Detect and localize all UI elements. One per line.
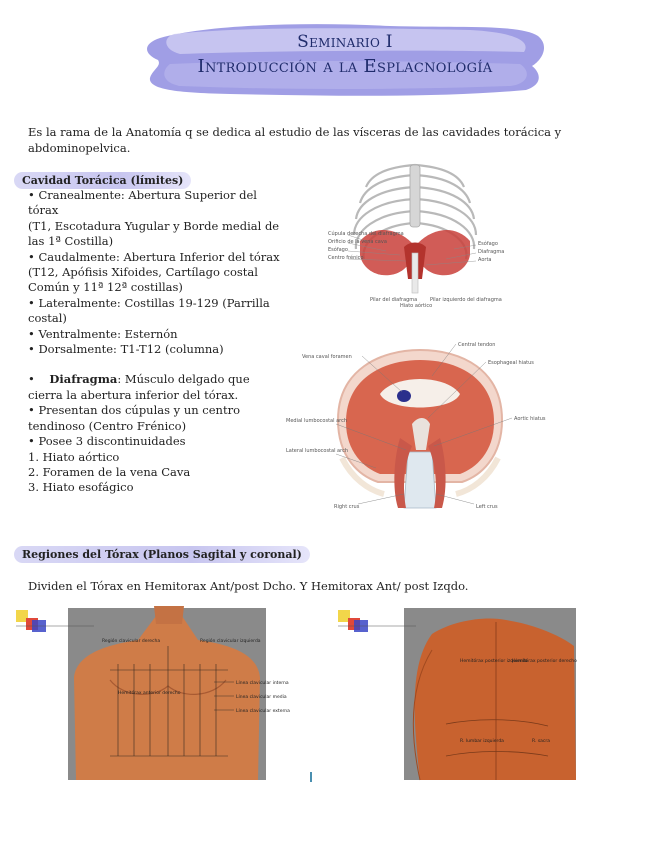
diaphragm-illustration [280, 338, 550, 518]
ribcage-label: Esófago [478, 241, 498, 247]
intro-paragraph: Es la rama de la Anatomía q se dedica al estudio de las vísceras de las cavidades torácica y abdominopelvica. [28, 125, 562, 155]
back-label: Hemitórax posterior izquierdo [460, 659, 528, 664]
marker-tick [310, 772, 312, 782]
limit-line: • Ventralmente: Esternón [28, 326, 178, 341]
diaphragm-line: • Posee 3 discontinuidades [28, 434, 186, 449]
diaphragm-line: • Diafragma: Músculo delgado que cierra la abertura inferior del tórax. [28, 372, 250, 402]
front-label: Región clavicular izquierda [200, 639, 261, 644]
diaphragm-label: Left crus [476, 504, 498, 510]
title-line-1: Seminario I [297, 32, 393, 52]
ribcage-label: Orificio de la vena cava [328, 239, 387, 245]
ribcage-label: Esófago [328, 247, 348, 253]
front-label: Línea clavicular interna [236, 681, 289, 686]
diaphragm-label: Vena caval foramen [302, 354, 352, 360]
front-label: Región clavicular derecha [102, 639, 161, 644]
ribcage-label: Pilar del diafragma [370, 297, 418, 303]
back-label: R. lumbar izquierda [460, 739, 504, 744]
diaphragm-definition: : Músculo delgado que cierra la abertura inferior del tórax. [28, 372, 250, 402]
ribcage-label: Cúpula derecha del diafragma [328, 231, 404, 237]
posterior-thorax-figure [336, 606, 616, 788]
limit-line: • Cranealmente: Abertura Superior del tórax [28, 188, 257, 218]
regions-description: Dividen el Tórax en Hemitorax Ant/post Dcho. Y Hemitorax Ant/ post Izqdo. [28, 579, 469, 593]
title-line-2: Introducción a la Esplacnología [197, 56, 493, 77]
anterior-thorax-figure [14, 606, 316, 788]
ribcage-label: Centro frénico [328, 255, 364, 261]
diaphragm-label: Lateral lumbocostal arch [286, 448, 348, 454]
limit-line: • Dorsalmente: T1-T12 (columna) [28, 342, 224, 357]
limit-line: (T12, Apófisis Xifoides, Cartílago costal Común y 11ª 12ª costillas) [28, 265, 258, 295]
numbered-item: 2. Foramen de la vena Cava [28, 464, 191, 479]
ribcage-label: Aorta [478, 257, 492, 263]
limit-line: (T1, Escotadura Yugular y Borde medial de las 1ª Costilla) [28, 218, 280, 249]
numbered-item: 1. Hiato aórtico [28, 449, 120, 464]
ribcage-label: Hiato aórtico [400, 303, 433, 309]
back-label: Hemitórax posterior derecho [512, 659, 577, 664]
ribcage-label: Diafragma [478, 249, 504, 255]
diaphragm-label: Esophageal hiatus [488, 360, 534, 366]
front-label: Línea clavicular media [236, 695, 287, 700]
limit-line: • Lateralmente: Costillas 19-129 (Parrilla costal) [28, 295, 270, 326]
diaphragm-label: Right crus [334, 504, 360, 510]
diaphragm-term: Diafragma [49, 372, 118, 387]
front-label: Hemitórax anterior derecho [118, 691, 181, 696]
cavity-limits-text [28, 188, 284, 496]
ribcage-diaphragm-illustration [326, 155, 504, 315]
diaphragm-label: Central tendon [458, 342, 496, 348]
section-heading-regiones: Regiones del Tórax (Planos Sagital y coronal) [14, 546, 310, 563]
back-label: R. sacra [532, 739, 551, 744]
limit-line: • Caudalmente: Abertura Inferior del tórax [28, 249, 280, 264]
diaphragm-label: Medial lumbocostal arch [286, 418, 348, 424]
title-banner [140, 20, 550, 98]
ribcage-label: Pilar izquierdo del diafragma [430, 297, 502, 303]
section-heading-cavidad: Cavidad Torácica (límites) [14, 172, 191, 189]
diaphragm-line: • Presentan dos cúpulas y un centro tendinoso (Centro Frénico) [28, 403, 240, 433]
diaphragm-label: Aortic hiatus [514, 416, 546, 422]
front-label: Línea clavicular externa [236, 709, 290, 714]
numbered-item: 3. Hiato esofágico [28, 480, 134, 495]
